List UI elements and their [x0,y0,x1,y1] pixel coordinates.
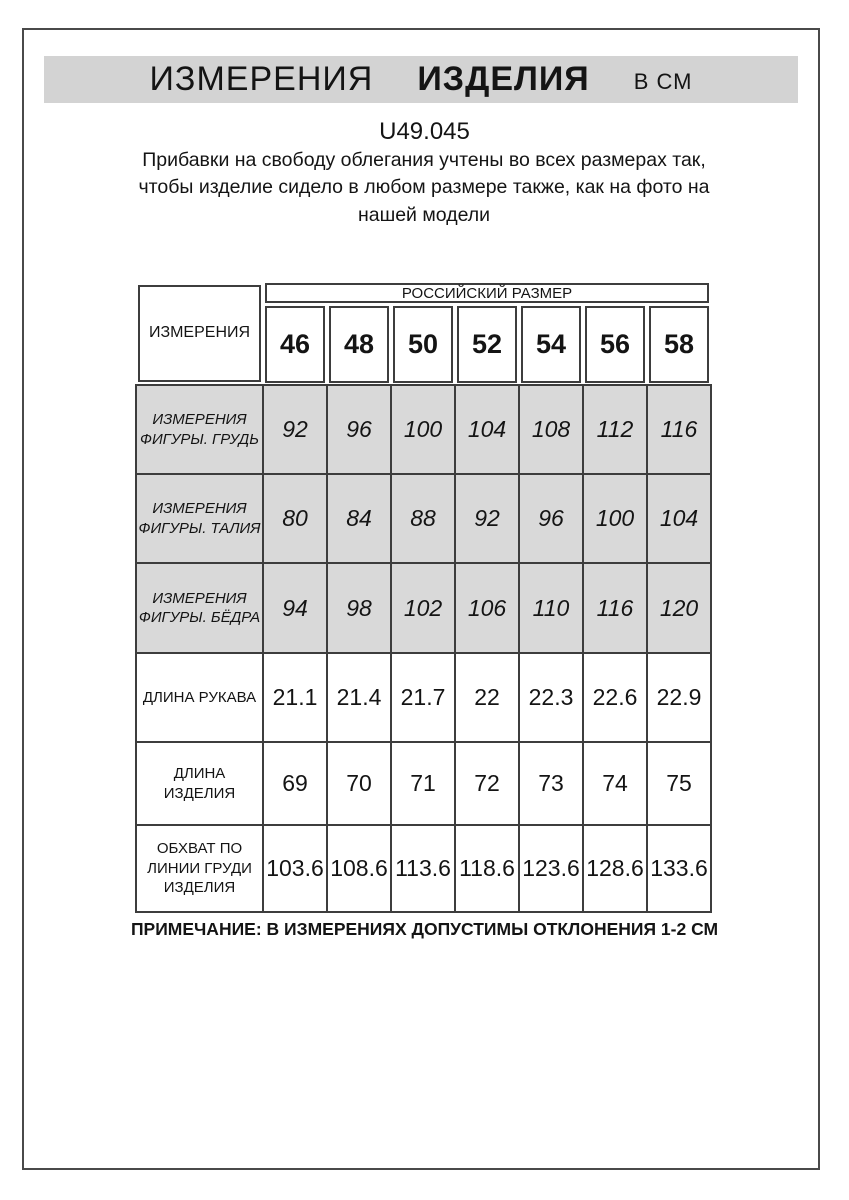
size-header-cell [263,304,327,385]
table-row-chest-girth [136,825,711,912]
table-row-body-hips [136,563,711,653]
cell-value: 96 [519,474,583,563]
cell-value: 100 [391,385,455,474]
size-header-cell [327,304,391,385]
row-label: ИЗМЕРЕНИЯ ФИГУРЫ. БЁДРА [136,563,263,653]
cell-value: 112 [583,385,647,474]
size-header-cell [583,304,647,385]
table-row-item-length [136,742,711,825]
cell-value: 108 [519,385,583,474]
size-header-46: 46 [265,306,325,383]
row-label: ДЛИНА РУКАВА [136,653,263,742]
cell-value: 92 [455,474,519,563]
cell-value: 70 [327,742,391,825]
cell-value: 84 [327,474,391,563]
header-bar [44,56,798,103]
table-row-body-waist [136,474,711,563]
cell-value: 116 [583,563,647,653]
cell-value: 22 [455,653,519,742]
table-corner-label: ИЗМЕРЕНИЯ [138,285,261,382]
cell-value: 92 [263,385,327,474]
size-header-cell [519,304,583,385]
cell-value: 96 [327,385,391,474]
cell-value: 69 [263,742,327,825]
cell-value: 104 [455,385,519,474]
cell-value: 104 [647,474,711,563]
cell-value: 88 [391,474,455,563]
size-header-54: 54 [521,306,581,383]
size-header-cell [455,304,519,385]
table-header-row-group [136,282,711,304]
table-row-body-chest [136,385,711,474]
cell-value: 22.3 [519,653,583,742]
cell-value: 116 [647,385,711,474]
cell-value: 133.6 [647,825,711,912]
table-row-sleeve-length [136,653,711,742]
cell-value: 71 [391,742,455,825]
cell-value: 75 [647,742,711,825]
note-text: ПРИМЕЧАНИЕ: В ИЗМЕРЕНИЯХ ДОПУСТИМЫ ОТКЛОНЕНИЯ 1-2 СМ [130,919,719,939]
model-code: U49.045 [379,118,470,145]
cell-value: 22.6 [583,653,647,742]
cell-value: 123.6 [519,825,583,912]
cell-value: 22.9 [647,653,711,742]
fit-description: Прибавки на свободу облегания учтены во всех размерах так, чтобы изделие сидело в любом размере также, как на фото на нашей модели [138,149,710,226]
corner-cell [136,282,263,385]
cell-value: 72 [455,742,519,825]
cell-value: 103.6 [263,825,327,912]
cell-value: 80 [263,474,327,563]
cell-value: 120 [647,563,711,653]
size-header-cell [647,304,711,385]
cell-value: 102 [391,563,455,653]
cell-value: 128.6 [583,825,647,912]
header-title-product: ИЗДЕЛИЯ [417,60,590,98]
row-label: ИЗМЕРЕНИЯ ФИГУРЫ. ТАЛИЯ [136,474,263,563]
size-header-52: 52 [457,306,517,383]
size-header-58: 58 [649,306,709,383]
cell-value: 21.7 [391,653,455,742]
cell-value: 118.6 [455,825,519,912]
size-header-50: 50 [393,306,453,383]
cell-value: 94 [263,563,327,653]
size-table [135,282,712,913]
cell-value: 21.4 [327,653,391,742]
header-title-measurements: ИЗМЕРЕНИЯ [149,60,374,98]
cell-value: 73 [519,742,583,825]
cell-value: 106 [455,563,519,653]
cell-value: 100 [583,474,647,563]
row-label: ДЛИНА ИЗДЕЛИЯ [136,742,263,825]
size-header-cell [391,304,455,385]
row-label: ИЗМЕРЕНИЯ ФИГУРЫ. ГРУДЬ [136,385,263,474]
cell-value: 108.6 [327,825,391,912]
size-header-56: 56 [585,306,645,383]
cell-value: 21.1 [263,653,327,742]
size-group-header: РОССИЙСКИЙ РАЗМЕР [265,283,709,303]
cell-value: 113.6 [391,825,455,912]
cell-value: 110 [519,563,583,653]
cell-value: 98 [327,563,391,653]
size-header-48: 48 [329,306,389,383]
header-title-unit: В СМ [633,68,693,94]
row-label: ОБХВАТ ПО ЛИНИИ ГРУДИ ИЗДЕЛИЯ [136,825,263,912]
size-group-cell [263,282,711,304]
cell-value: 74 [583,742,647,825]
